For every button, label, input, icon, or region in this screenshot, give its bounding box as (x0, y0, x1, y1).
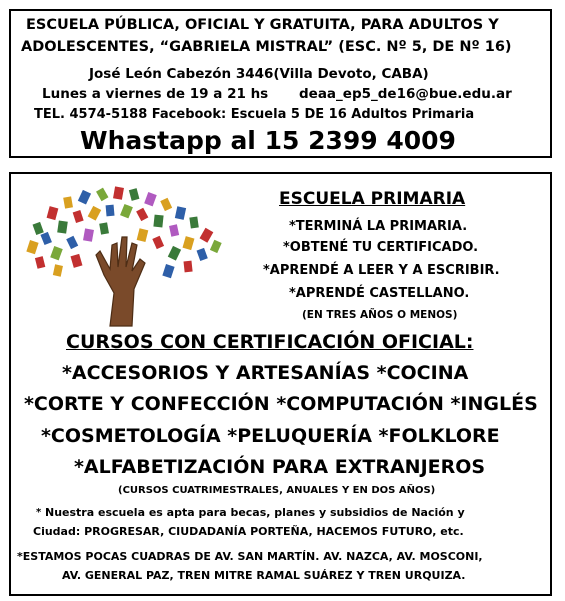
curso-line-4: *ALFABETIZACIÓN PARA EXTRANJEROS (74, 456, 486, 478)
curso-line-2: *CORTE Y CONFECCIÓN *COMPUTACIÓN *INGLÉS (24, 393, 538, 415)
cursos-title: CURSOS CON CERTIFICACIÓN OFICIAL: (66, 331, 474, 353)
phone-facebook: TEL. 4574-5188 Facebook: Escuela 5 DE 16 Adultos Primaria (34, 107, 475, 122)
curso-line-1: *ACCESORIOS Y ARTESANÍAS *COCINA (62, 362, 469, 384)
email[interactable]: deaa_ep5_de16@bue.edu.ar (299, 86, 512, 102)
primaria-item-1: *TERMINÁ LA PRIMARIA. (289, 219, 468, 234)
becas-line1: Nuestra escuela es apta para becas, planes y subsidios de Nación y (45, 506, 465, 519)
ubicacion-line2: AV. GENERAL PAZ, TREN MITRE RAMAL SUÁREZ Y TREN URQUIZA. (62, 569, 466, 582)
whatsapp-number: Whastapp al 15 2399 4009 (80, 126, 456, 155)
header-title-line2: ADOLESCENTES, “GABRIELA MISTRAL” (ESC. Nº 5, DE Nº 16) (21, 39, 512, 55)
address: José León Cabezón 3446(Villa Devoto, CABA) (89, 66, 429, 82)
primaria-note: (EN TRES AÑOS O MENOS) (302, 309, 458, 321)
primaria-title: ESCUELA PRIMARIA (279, 189, 466, 209)
schedule: Lunes a viernes de 19 a 21 hs (42, 86, 269, 102)
becas-bullet: * (36, 507, 42, 518)
primaria-item-4: *APRENDÉ CASTELLANO. (289, 286, 470, 301)
curso-line-3: *COSMETOLOGÍA *PELUQUERÍA *FOLKLORE (41, 425, 500, 447)
ubicacion-line1: *ESTAMOS POCAS CUADRAS DE AV. SAN MARTÍN. AV. NAZCA, AV. MOSCONI, (17, 550, 483, 563)
hand-trunk (96, 237, 145, 326)
header-title-line1: ESCUELA PÚBLICA, OFICIAL Y GRATUITA, PARA ADULTOS Y (26, 17, 499, 33)
book-tree-hand-icon (14, 185, 235, 327)
cursos-note: (CURSOS CUATRIMESTRALES, ANUALES Y EN DOS AÑOS) (118, 485, 436, 496)
primaria-item-3: *APRENDÉ A LEER Y A ESCRIBIR. (263, 263, 500, 278)
becas-line2: Ciudad: PROGRESAR, CIUDADANÍA PORTEÑA, HACEMOS FUTURO, etc. (33, 525, 464, 538)
primaria-item-2: *OBTENÉ TU CERTIFICADO. (283, 240, 479, 255)
